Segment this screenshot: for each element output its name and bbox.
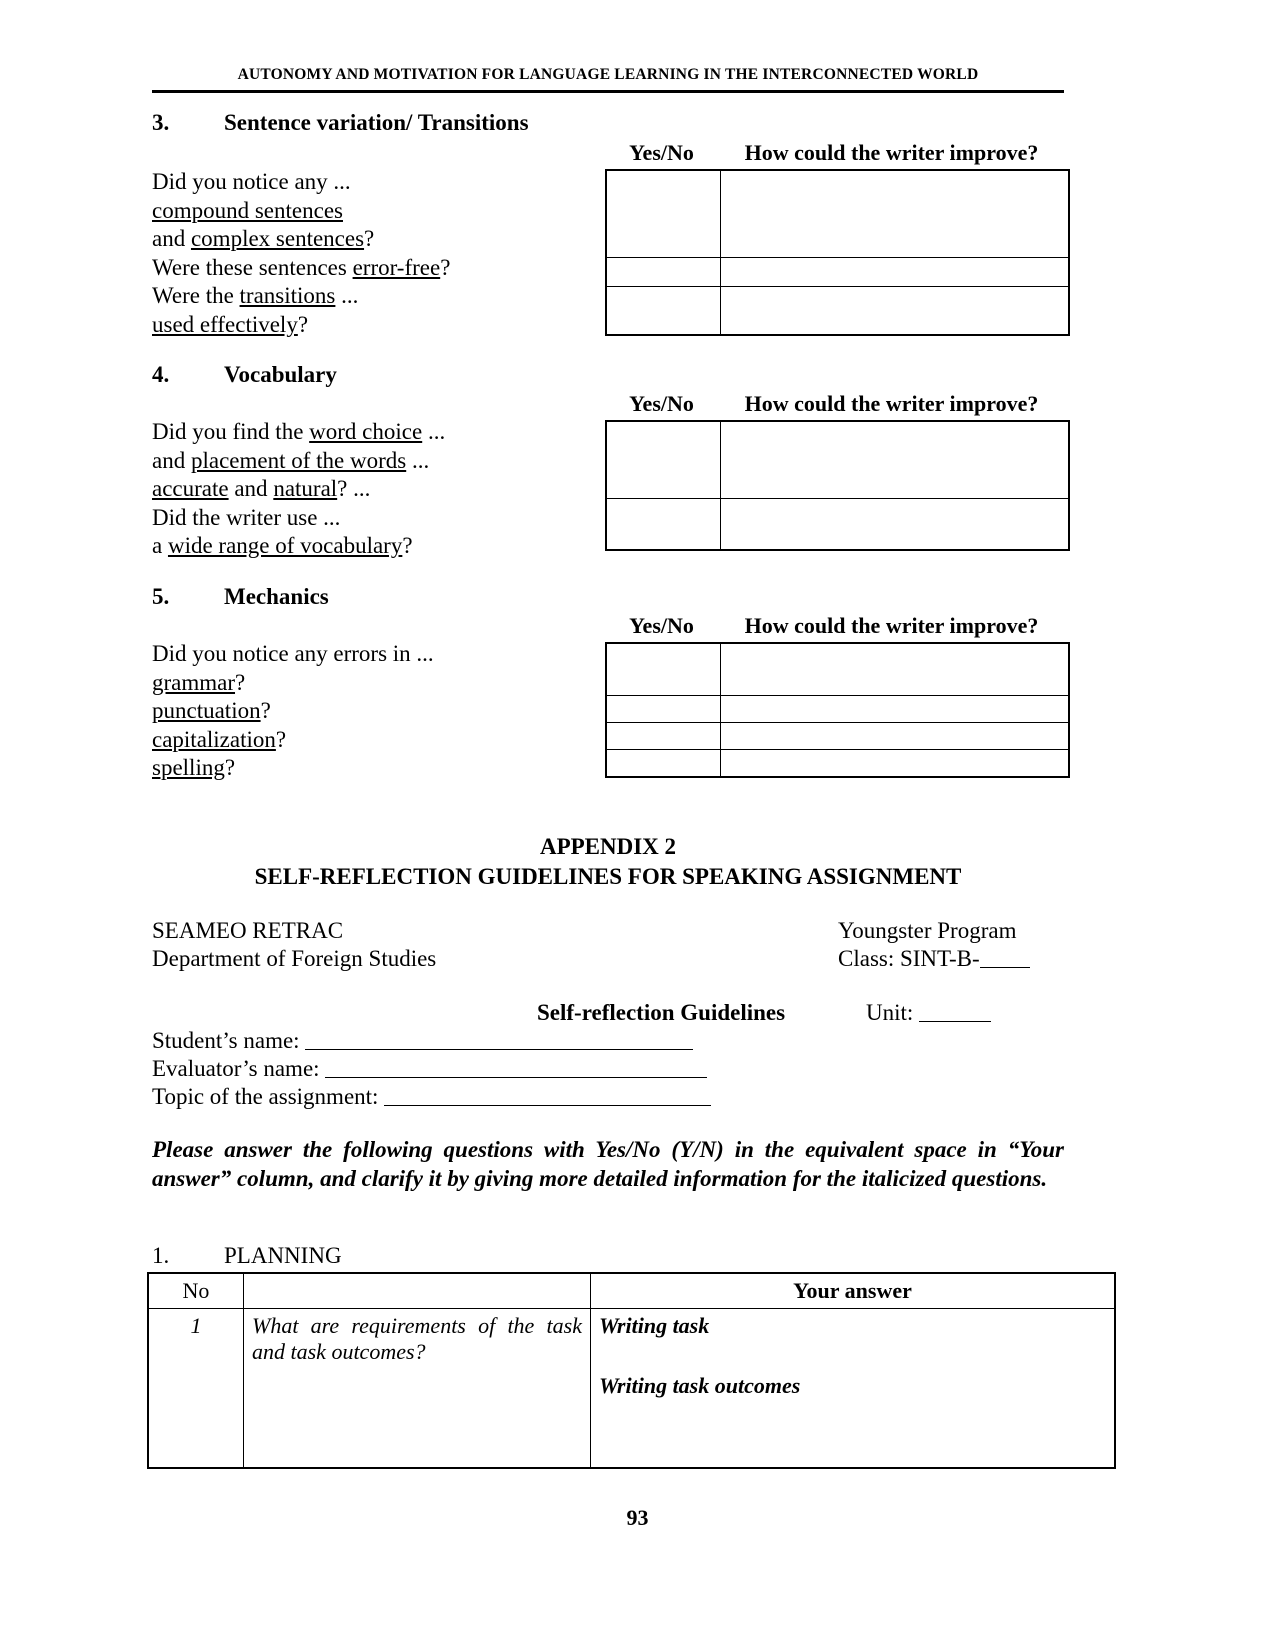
- answer-line: Writing task outcomes: [599, 1373, 801, 1398]
- cell-improve[interactable]: [721, 750, 1070, 778]
- planning-table[interactable]: [147, 1272, 1116, 1469]
- section-4-response-table[interactable]: [605, 420, 1070, 551]
- section-5-response-table-block: [605, 613, 1070, 778]
- section-3-response-table[interactable]: [605, 169, 1070, 336]
- question-line: Did the writer use ...: [152, 504, 341, 530]
- program-name: Youngster Program: [838, 918, 1017, 943]
- header-improve: How could the writer improve?: [744, 613, 1039, 638]
- cell-improve[interactable]: [721, 723, 1070, 750]
- question-underlined: natural: [273, 476, 338, 501]
- table-row[interactable]: [606, 723, 1069, 750]
- question-line: and placement of the words ...: [152, 447, 430, 473]
- cell-improve[interactable]: [721, 287, 1070, 336]
- question-line: a wide range of vocabulary?: [152, 533, 413, 558]
- question-line: and complex sentences?: [152, 226, 375, 251]
- header-yesno: Yes/No: [629, 140, 694, 165]
- question-underlined: spelling: [152, 755, 225, 780]
- cell-yesno[interactable]: [606, 258, 721, 287]
- section-5: [152, 584, 329, 610]
- table-row[interactable]: [606, 499, 1069, 551]
- evaluator-name-field[interactable]: [152, 1056, 707, 1082]
- cell-improve[interactable]: [721, 170, 1070, 258]
- cell-improve[interactable]: [721, 421, 1070, 499]
- question-line: [152, 197, 450, 226]
- section-5-heading: [152, 584, 329, 610]
- section-3-questions: [152, 168, 450, 339]
- header-yesno: Yes/No: [629, 391, 694, 416]
- section-5-title: Mechanics: [224, 584, 329, 609]
- cell-yesno[interactable]: [606, 643, 721, 696]
- header-improve: How could the writer improve?: [744, 140, 1039, 165]
- question-underlined: capitalization: [152, 726, 276, 752]
- cell-yesno[interactable]: [606, 723, 721, 750]
- section-4-title: Vocabulary: [224, 362, 337, 387]
- section-3-response-table-block: [605, 140, 1070, 336]
- cell-improve[interactable]: [721, 696, 1070, 723]
- header-question: [244, 1273, 591, 1309]
- topic-field[interactable]: [152, 1084, 711, 1110]
- question-underlined: used effectively: [152, 311, 298, 337]
- question-underlined: word choice: [309, 419, 423, 444]
- cell-improve[interactable]: [721, 258, 1070, 287]
- evaluator-name-blank[interactable]: [325, 1077, 707, 1078]
- running-head-text: AUTONOMY AND MOTIVATION FOR LANGUAGE LEARNING IN THE INTERCONNECTED WORLD: [237, 66, 979, 83]
- section-5-table-header: [605, 613, 1070, 639]
- cell-yesno[interactable]: [606, 170, 721, 258]
- table-row[interactable]: [606, 696, 1069, 723]
- table-row[interactable]: [606, 643, 1069, 696]
- class-label: Class: SINT-B-: [838, 946, 980, 971]
- table-row[interactable]: [148, 1309, 1115, 1469]
- section-4-heading: [152, 362, 337, 388]
- question-underlined: accurate: [152, 476, 229, 501]
- question-line: accurate and natural? ...: [152, 476, 371, 501]
- header-answer: Your answer: [591, 1273, 1116, 1309]
- question-line: Did you notice any errors in ...: [152, 641, 434, 666]
- table-row[interactable]: [606, 421, 1069, 499]
- question-line: used effectively?: [152, 311, 309, 337]
- org-name: SEAMEO RETRAC: [152, 918, 344, 943]
- planning-number: 1.: [152, 1243, 170, 1268]
- section-4-questions: [152, 418, 445, 561]
- question-underlined: transitions: [239, 283, 336, 308]
- form-title: Self-reflection Guidelines: [537, 1000, 786, 1025]
- running-head-block: [152, 66, 1064, 93]
- question-underlined: complex sentences: [190, 226, 365, 251]
- table-row[interactable]: [606, 287, 1069, 336]
- question-line: spelling?: [152, 755, 236, 780]
- page-number: 93: [626, 1505, 649, 1530]
- topic-label: Topic of the assignment:: [152, 1084, 379, 1109]
- cell-yesno[interactable]: [606, 287, 721, 336]
- cell-yesno[interactable]: [606, 421, 721, 499]
- planning-heading: [152, 1243, 342, 1269]
- cell-question: What are requirements of the task and task outcomes?: [244, 1309, 591, 1469]
- student-name-label: Student’s name:: [152, 1028, 300, 1053]
- answer-spacer: [599, 1339, 1106, 1373]
- section-5-number: 5.: [152, 584, 170, 609]
- appendix-label: APPENDIX 2: [539, 834, 677, 859]
- planning-label-text: PLANNING: [224, 1243, 342, 1268]
- section-5-questions: [152, 640, 434, 783]
- appendix-title: SELF-REFLECTION GUIDELINES FOR SPEAKING ASSIGNMENT: [254, 864, 962, 889]
- question-line: punctuation?: [152, 698, 271, 723]
- section-3-title: Sentence variation/ Transitions: [224, 110, 529, 135]
- question-underlined: placement of the words: [190, 447, 407, 473]
- section-4-table-header: [605, 391, 1070, 417]
- section-4: [152, 362, 337, 388]
- table-row[interactable]: [606, 258, 1069, 287]
- header-improve: How could the writer improve?: [744, 391, 1039, 416]
- header-yesno: Yes/No: [629, 613, 694, 638]
- running-head-rule: [152, 90, 1064, 93]
- cell-improve[interactable]: [721, 643, 1070, 696]
- section-5-response-table[interactable]: [605, 642, 1070, 778]
- unit-label: Unit:: [866, 1000, 914, 1025]
- question-line: Were the transitions ...: [152, 283, 359, 308]
- question-underlined: grammar: [152, 669, 236, 695]
- student-name-field[interactable]: [152, 1028, 693, 1054]
- unit-field[interactable]: [866, 1000, 991, 1026]
- question-line: grammar?: [152, 669, 246, 695]
- cell-yesno[interactable]: [606, 696, 721, 723]
- section-4-number: 4.: [152, 362, 170, 387]
- answer-line: Writing task: [599, 1313, 710, 1338]
- table-row[interactable]: [606, 170, 1069, 258]
- header-no: No: [148, 1273, 244, 1309]
- section-3-number: 3.: [152, 110, 170, 135]
- class-blank[interactable]: [980, 967, 1030, 968]
- table-row[interactable]: [606, 750, 1069, 778]
- table-header-row: [148, 1273, 1115, 1309]
- section-3-heading: [152, 110, 529, 136]
- cell-yesno[interactable]: [606, 499, 721, 551]
- student-name-blank[interactable]: [305, 1049, 693, 1050]
- question-line: Did you find the word choice ...: [152, 419, 446, 444]
- cell-row-number: 1: [148, 1309, 244, 1469]
- unit-blank[interactable]: [919, 1021, 991, 1022]
- question-line: Were these sentences error-free?: [152, 254, 451, 280]
- cell-improve[interactable]: [721, 499, 1070, 551]
- cell-answer[interactable]: [591, 1309, 1116, 1469]
- section-3-table-header: [605, 140, 1070, 166]
- cell-yesno[interactable]: [606, 750, 721, 778]
- question-underlined: error-free: [352, 254, 441, 280]
- question-underlined: wide range of vocabulary: [167, 533, 403, 558]
- section-4-response-table-block: [605, 391, 1070, 551]
- class-field[interactable]: [838, 945, 1030, 973]
- evaluator-name-label: Evaluator’s name:: [152, 1056, 320, 1081]
- instruction-paragraph: Please answer the following questions with Yes/No (Y/N) in the equivalent space in “Your answer” column, and clarify it by giving more detailed information for the italicized questions.: [152, 1137, 1064, 1191]
- question-underlined: compound sentences: [152, 197, 343, 223]
- department-name: Department of Foreign Studies: [152, 946, 437, 971]
- topic-blank[interactable]: [384, 1105, 711, 1106]
- question-line: capitalization?: [152, 726, 287, 752]
- question-underlined: punctuation: [152, 698, 261, 723]
- question-line: Did you notice any ...: [152, 169, 351, 194]
- section-3: [152, 110, 529, 136]
